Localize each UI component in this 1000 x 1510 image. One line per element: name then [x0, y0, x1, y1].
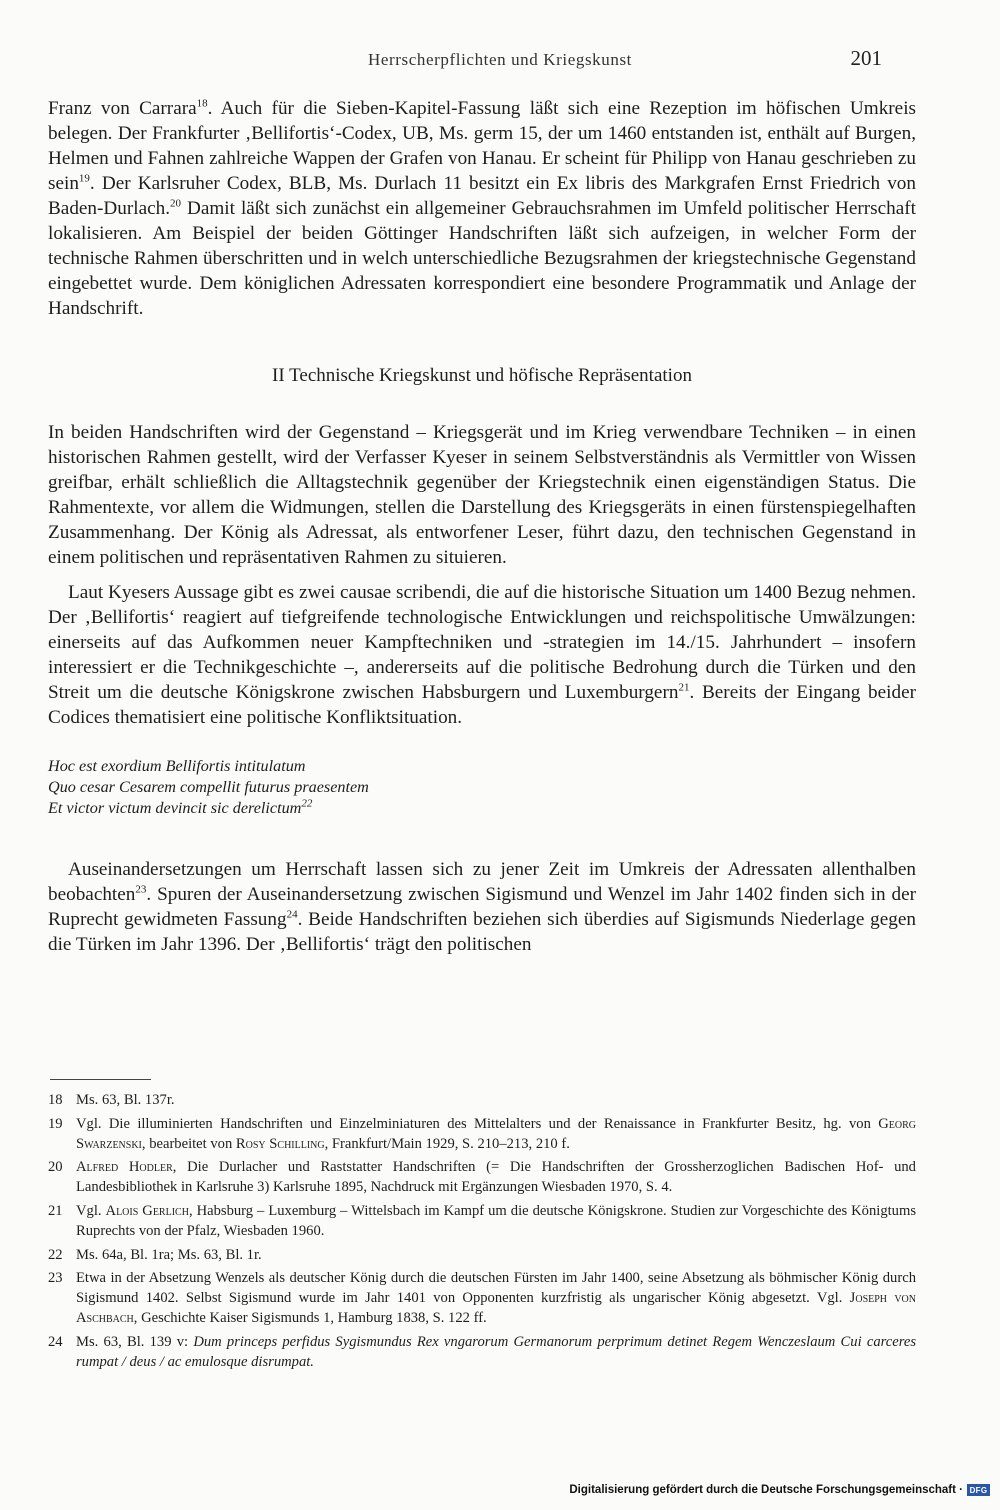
footnote-ref[interactable]: 21: [678, 681, 690, 694]
footnote: [48, 1333, 916, 1373]
digitization-credit: [569, 1484, 990, 1496]
footnote: [48, 1158, 916, 1198]
page-number: 201: [850, 46, 882, 70]
footnote-number: 24: [48, 1333, 63, 1350]
footnote-text: Vgl. Alois Gerlich, Habsburg – Luxemburg – Wittelsbach im Kampf um die deutsche Königskrone. Studien zur Vorgeschichte des Königtums Ruprechts von der Pfalz, Wiesbaden 1960.: [76, 1202, 917, 1239]
author-name: Georg Swarzenski: [76, 1115, 916, 1152]
paragraph-3: Laut Kyesers Aussage gibt es zwei causae scribendi, die auf die historische Situation um 1400 Bezug nehmen. Der ‚Bellifortis‘ reagiert auf tiefgreifende technologische Entwicklungen und reichspolitische Umwälzungen: einerseits auf das Aufkommen neuer Kampftechniken und -strategien im 14./15. Jahrhundert – insofern interessiert er die Technikgeschichte –, andererseits auf die politische Bedrohung durch die Türken und den Streit um die deutsche Königskrone zwischen Habsburgern und Luxemburgern$^{21}$. Bereits der Eingang beider Codices thematisiert eine politische Konfliktsituation.: [48, 582, 916, 728]
footnote-ref[interactable]: 23: [135, 883, 147, 896]
footnote-divider: [50, 1079, 151, 1080]
verse-line: Quo cesar Cesarem compellit futurus praesentem: [48, 778, 369, 796]
footnote: [48, 1246, 916, 1266]
footnote: [48, 1115, 916, 1155]
footnote-text: Alfred Hodler, Die Durlacher und Raststatter Handschriften (= Die Handschriften der Grossherzoglichen Badischen Hof- und Landesbibliothek in Karlsruhe 3) Karlsruhe 1895, Nachdruck mit Ergänzungen Wiesbaden 1970, S. 4.: [76, 1159, 916, 1196]
paragraph-2: In beiden Handschriften wird der Gegenstand – Kriegsgerät und im Krieg verwendbare Techniken – in einen historischen Rahmen gestellt, wird der Verfasser Kyeser in seinem Selbstverständnis als Vermittler von Wissen greifbar, erhält schließlich die Alltagstechnik gegenüber der Kriegstechnik einen eigenständigen Status. Die Rahmentexte, vor allem die Widmungen, stellen die Darstellung des Kriegsgeräts in einen fürstenspiegelhaften Zusammenhang. Der König als Adressat, als entworfener Leser, führt dazu, den technischen Gegenstand in einem politischen und repräsentativen Rahmen zu situieren.: [48, 422, 916, 568]
footnote-text: Ms. 64a, Bl. 1ra; Ms. 63, Bl. 1r.: [76, 1246, 262, 1263]
dfg-logo-icon[interactable]: DFG: [967, 1484, 990, 1496]
verse-line: Et victor victum devincit sic derelictum$^{22}$: [48, 797, 313, 817]
paragraph-4: Auseinandersetzungen um Herrschaft lassen sich zu jener Zeit im Umkreis der Adressaten allenthalben beobachten$^{23}$. Spuren der Auseinandersetzung zwischen Sigismund und Wenzel im Jahr 1402 finden sich in der Ruprecht gewidmeten Fassung$^{24}$. Beide Handschriften beziehen sich überdies auf Sigismunds Niederlage gegen die Türken im Jahr 1396. Der ‚Bellifortis‘ trägt den politischen: [48, 859, 916, 955]
footnote-text: Vgl. Die illuminierten Handschriften und Einzelminiaturen des Mittelalters und der Renaissance in Frankfurter Besitz, hg. von Georg Swarzenski, bearbeitet von Rosy Schilling, Frankfurt/Main 1929, S. 210–213, 210 f.: [76, 1115, 916, 1152]
paragraph-1: Franz von Carrara$^{18}$. Auch für die Sieben-Kapitel-Fassung läßt sich eine Rezeption im höfischen Umkreis belegen. Der Frankfurter ‚Bellifortis‘-Codex, UB, Ms. germ 15, der um 1460 entstanden ist, enthält auf Burgen, Helmen und Fahnen zahlreiche Wappen der Grafen von Hanau. Er scheint für Philipp von Hanau geschrieben zu sein$^{19}$. Der Karlsruher Codex, BLB, Ms. Durlach 11 besitzt ein Ex libris des Markgrafen Ernst Friedrich von Baden-Durlach.$^{20}$ Damit läßt sich zunächst ein allgemeiner Gebrauchsrahmen im Umfeld politischer Herrschaft lokalisieren. Am Beispiel der beiden Göttinger Handschriften läßt sich aufzeigen, in welcher Form der technische Rahmen überschritten und in welch unterschiedliche Bezugsrahmen der kriegstechnische Gegenstand eingebettet wurde. Dem königlichen Adressaten korrespondiert eine besondere Programmatik und Anlage der Handschrift.: [48, 97, 916, 319]
footnote-number: 20: [48, 1159, 63, 1176]
footnote-text: Ms. 63, Bl. 137r.: [76, 1092, 175, 1108]
footnote-number: 23: [48, 1270, 63, 1287]
footnote-text: Etwa in der Absetzung Wenzels als deutscher König durch die deutschen Fürsten im Jahr 1400, seine Absetzung als böhmischer König durch Sigismund 1402. Selbst Sigismund wurde im Jahr 1401 von Opponenten kurzfristig als ungarischer König abgesetzt. Vgl. Joseph von Aschbach, Geschichte Kaiser Sigismunds 1, Hamburg 1838, S. 122 ff.: [76, 1270, 916, 1326]
footnote-number: 22: [48, 1246, 63, 1263]
credit-text: Digitalisierung gefördert durch die Deutsche Forschungsgemeinschaft ·: [569, 1484, 963, 1496]
latin-verse: [48, 756, 916, 819]
body-text: [48, 96, 916, 957]
footnote: [48, 1269, 916, 1328]
latin-quote: Dum princeps perfidus Sygismundus Rex vngarorum Germanorum perprimum detinet Regem Wenczeslaum Cui carceres rumpat / deus / ac emulosque disrumpat.: [76, 1333, 917, 1370]
footnotes: [48, 1091, 916, 1376]
footnote-ref[interactable]: 22: [301, 797, 313, 810]
footnote-number: 21: [48, 1202, 63, 1219]
running-title: Herrscherpflichten und Kriegskunst: [368, 50, 632, 69]
author-name: Joseph von Aschbach: [76, 1290, 916, 1326]
footnote-ref[interactable]: 19: [78, 172, 90, 185]
author-name: Alois Gerlich: [105, 1202, 189, 1219]
footnote-ref[interactable]: 18: [196, 97, 208, 110]
section-heading: II Technische Kriegskunst und höfische Repräsentation: [272, 365, 692, 386]
footnote-number: 19: [48, 1115, 63, 1132]
verse-line: Hoc est exordium Bellifortis intitulatum: [48, 757, 306, 775]
footnote-text: Ms. 63, Bl. 139 v: Dum princeps perfidus Sygismundus Rex vngarorum Germanorum perprimum detinet Regem Wenczeslaum Cui carceres rumpat / deus / ac emulosque disrumpat.: [76, 1333, 917, 1370]
footnote-ref[interactable]: 24: [286, 908, 298, 921]
footnote: [48, 1091, 916, 1111]
footnote: [48, 1202, 916, 1242]
author-name: Rosy Schilling: [235, 1135, 325, 1152]
author-name: Alfred Hodler: [76, 1159, 173, 1176]
footnote-number: 18: [48, 1092, 63, 1108]
footnote-ref[interactable]: 20: [170, 197, 182, 210]
